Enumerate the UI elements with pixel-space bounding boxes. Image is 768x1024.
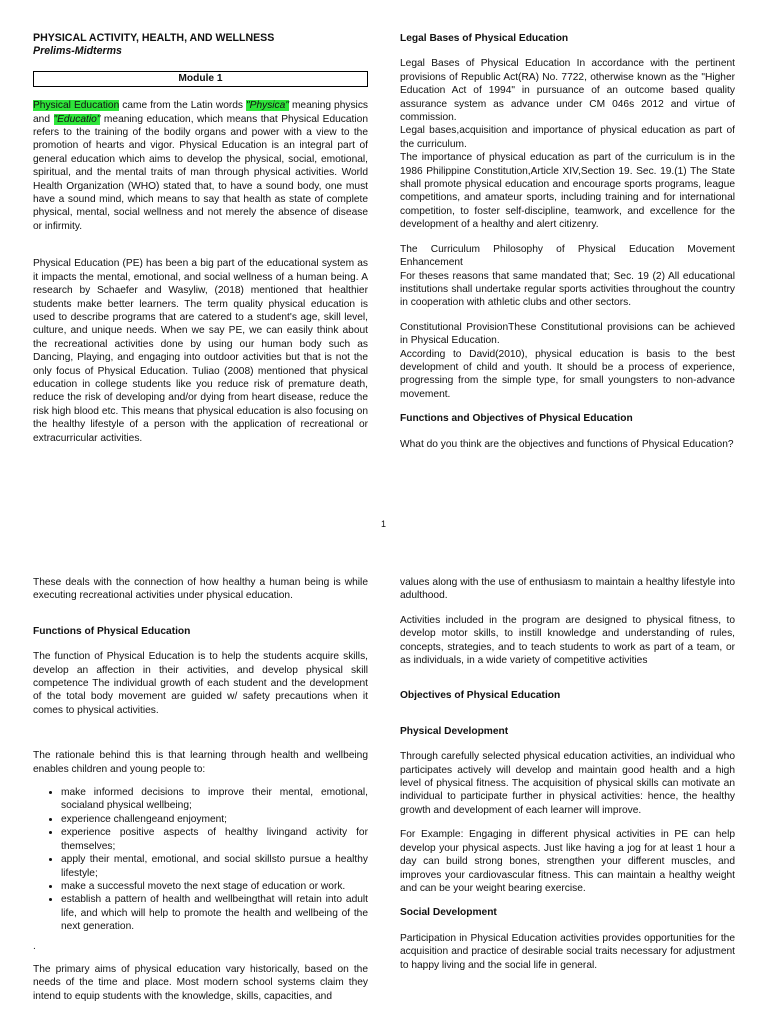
- rationale-list: [33, 786, 368, 933]
- legal-paragraph: Legal Bases of Physical Education In accordance with the pertinent provisions of Republic Act(RA) No. 7722, otherwise known as the "Higher Education Act of 1994" in pursuance of an outcome based quality assurance system as advance under CM 046s 2012 and virtue of commission.: [400, 58, 735, 124]
- legal-bases-heading: Legal Bases of Physical Education: [400, 33, 569, 44]
- legal-paragraph: Legal bases,acquisition and importance of physical education as part of the curriculum.: [400, 125, 735, 150]
- aims-paragraph: The primary aims of physical education vary historically, based on the needs of the time and place. Most modern school systems claim they intend to equip students with the knowledge, skills, capacities, and: [33, 963, 368, 1002]
- curriculum-paragraph: For theses reasons that same mandated that; Sec. 19 (2) All educational institutions shall undertake regular sports activities throughout the country in cooperation with athletic clubs and other sectors.: [400, 270, 735, 309]
- curriculum-paragraph: The Curriculum Philosophy of Physical Education Movement Enhancement: [400, 243, 735, 269]
- pe-paragraph: Physical Education (PE) has been a big part of the educational system as it impacts the mental, emotional, and social wellness of a human being. A research by Schaefer and Wasyliw, (2018) mentioned that healthier students make better learners. The term quality physical education is used to describe programs that are catered to a student's age, skill level, culture, and unique needs. When we say PE, we can easily think about the recreational activities done by using our human body such as Dancing, Playing, and engaging into outdoor activities but that is not the only focus of Physical Education. Tuliao (2008) mentioned that physical education in college students like you reduce risk of premature death, reduce the risk of developing and/or dying from heart disease, reduce the risk high blood etc. This means that physical education is also focusing on the healthy lifestyle of a person with the application of recreational or extracurricular activities.: [33, 258, 368, 444]
- highlighted-latin-word: "Physica": [246, 100, 289, 112]
- list-item: • apply their mental, emotional, and social skillsto pursue a healthy lifestyle;: [61, 853, 368, 880]
- question-paragraph: What do you think are the objectives and functions of Physical Education?: [400, 438, 734, 450]
- list-item: • make a successful moveto the next stage of education or work.: [61, 880, 368, 893]
- intro-paragraph: Physical Education came from the Latin words "Physica" meaning physics and "Educatio" meaning education, which means that Physical Education refers to the training of the bodily organs and power with a view to the promotion of hearts and vigor. Physical Education is an integral part of general education which aims to develop the physical, social, emotional, spiritual, and the mental traits of man through physical activities. World Health Organization (WHO) stated that, to have a sound body, one must have a sound mind, which means to say that health as state of complete physical, mental, social wellness and not merely the absence of disease or infirmity.: [33, 100, 369, 232]
- social-paragraph: Participation in Physical Education activities provides opportunities for the acquisition and practice of desirable social traits necessary for adjustment to happy living and the social life in general.: [400, 932, 735, 971]
- functions-paragraph: The function of Physical Education is to help the students acquire skills, develop an affection in their activities, and develop physical skill competence The individual growth of each student and the development of the total body movement are guided w/ safety precautions when it comes to physical activities.: [33, 651, 368, 716]
- page1-left-column: [33, 32, 368, 456]
- functions-heading: Functions of Physical Education: [33, 625, 191, 637]
- page2-right-column: [400, 576, 735, 983]
- legal-paragraph: The importance of physical education as part of the curriculum is in the 1986 Philippine Constitution,Article XIV,Section 19. Sec. 19.(1) The State shall promote physical education and encourage sports programs, league competitions, and amateur sports, including training and for international competition, to foster self-discipline, teamwork, and excellence for the development of a healthy and alert citizenry.: [400, 152, 735, 231]
- highlighted-term: Physical Education: [33, 100, 120, 112]
- stray-mark: .: [33, 940, 36, 952]
- module-label: Module 1: [33, 71, 368, 87]
- values-paragraph: values along with the use of enthusiasm to maintain a healthy lifestyle into adulthood.: [400, 577, 735, 602]
- objectives-heading: Objectives of Physical Education: [400, 690, 561, 702]
- document-title: PHYSICAL ACTIVITY, HEALTH, AND WELLNESS: [33, 32, 275, 44]
- rationale-paragraph: The rationale behind this is that learning through health and wellbeing enables children and young people to:: [33, 750, 368, 775]
- constitution-paragraph: According to David(2010), physical education is basis to the best development of child and youth. It should be a process of experience, progressing from the simple type, for small youngsters to non-advance movement.: [400, 348, 735, 400]
- highlighted-latin-word: "Educatio": [53, 113, 101, 125]
- page-number: 1: [381, 519, 387, 529]
- page-gap: [0, 540, 768, 560]
- list-item: • make informed decisions to improve their mental, emotional, socialand physical wellbeing;: [61, 786, 368, 813]
- list-item: • experience positive aspects of healthy livingand activity for themselves;: [61, 826, 368, 853]
- physical-development-heading: Physical Development: [400, 725, 509, 737]
- social-development-heading: Social Development: [400, 907, 497, 919]
- list-item: • establish a pattern of health and wellbeingthat will retain into adult life, and which will help to promote the health and wellbeing of the next generation.: [61, 893, 368, 933]
- activities-paragraph: Activities included in the program are designed to physical fitness, to develop motor skills, to instill knowledge and understanding of rules, concepts, strategies, and to teach students to work as part of a team, or as individuals, in a wide variety of competitive activities: [400, 614, 735, 667]
- page2-left-column: [33, 576, 368, 1014]
- page1-right-column: [400, 32, 735, 462]
- document-subtitle: Prelims-Midterms: [33, 45, 122, 58]
- intro-paragraph: These deals with the connection of how healthy a human being is while executing recreational activities under physical education.: [33, 577, 368, 602]
- list-item: • experience challengeand enjoyment;: [61, 813, 368, 826]
- physical-paragraph: Through carefully selected physical education activities, an individual who participates actively will develop and maintain good health and a high level of physical fitness. The acquisition of physical skills can motivate an individual to participate further in physical activities: hence, the healthy growth and development of each learner will improve.: [400, 751, 735, 816]
- physical-example-paragraph: For Example: Engaging in different physical activities in PE can help develop your physical aspects. Just like having a jog for at least 1 hour a day can build strong bones, strengthen your different muscles, and improves your cardiovascular fitness. This can maintain a healthy weight and can be your weight bearing exercise.: [400, 829, 735, 894]
- constitution-paragraph: Constitutional ProvisionThese Constitutional provisions can be achieved in Physical Education.: [400, 321, 735, 347]
- functions-objectives-heading: Functions and Objectives of Physical Education: [400, 413, 633, 425]
- document-page-2: [0, 560, 768, 1024]
